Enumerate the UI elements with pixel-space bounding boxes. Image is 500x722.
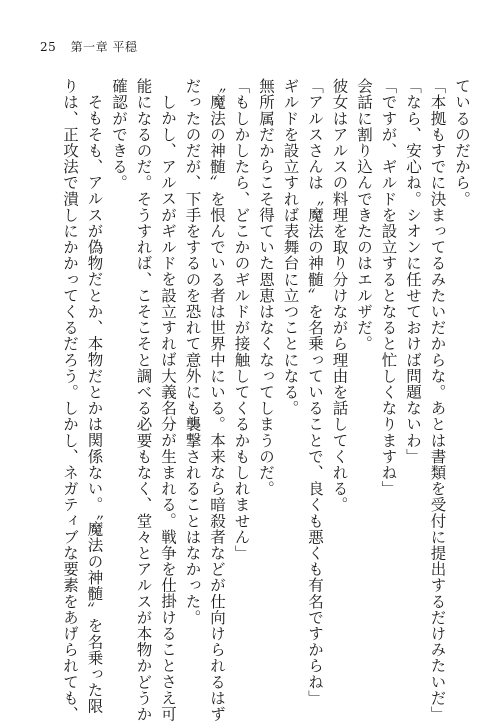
text-line: 「もしかしたら、どこかのギルドが接触してくるかもしれません」 [232,78,251,561]
text-line: だったのだが、下手をするのを恐れて意外にも襲撃されることはなかった。 [183,78,202,626]
text-line: 「本拠もすでに決まってるみたいだからな。あとは書類を受付に提出するだけみたいだ」 [428,78,447,722]
text-line: りは、正攻法で潰しにかかってくるだろう。しかし、ネガティブな要素をあげられても、 [61,78,79,722]
text-line: 確認ができる。 [110,78,128,191]
running-header [40,38,137,55]
text-line: 「アルスさんは〝魔法の神髄〟を名乗っていることで、良くも悪くも有名ですからね」 [306,78,324,706]
vertical-text-body [58,78,475,722]
chapter-title: 平穏 [112,40,138,54]
text-line: 彼女はアルスの料理を取り分けながら理由を話してくれる。 [330,78,349,513]
text-line: ているのだから。 [453,78,471,207]
text-line: 「なら、安心ね。シオンに任せておけば問題ないわ」 [404,78,422,465]
chapter-label: 第一章 [70,40,109,54]
page-number: 25 [40,40,57,54]
text-line: 能になるのだ。そうすれば、こそこそと調べる必要もなく、堂々とアルスが本物かどうか [134,78,153,722]
text-line: ギルドを設立すれば表舞台に立つことになる。 [281,78,300,417]
text-line: そもそも、アルスが偽物だとか、本物だとかは関係ない。〝魔法の神髄〟を名乗った限 [85,93,104,714]
text-line: 会話に割り込んできたのはエルザだ。 [355,78,373,352]
text-line: しかし、アルスがギルドを設立すれば大義名分が生まれる。戦争を仕掛けることさえ可 [159,93,177,722]
text-line: 「ですが、ギルドを設立するとなると忙しくなりますね」 [379,78,398,497]
text-line: 無所属だからこそ得ていた恩恵はなくなってしまうのだ。 [257,78,275,497]
text-line: 〝魔法の神髄〟を恨んでいる者は世界中にいる。本来なら暗殺者などが仕向けられるはず [208,78,226,722]
